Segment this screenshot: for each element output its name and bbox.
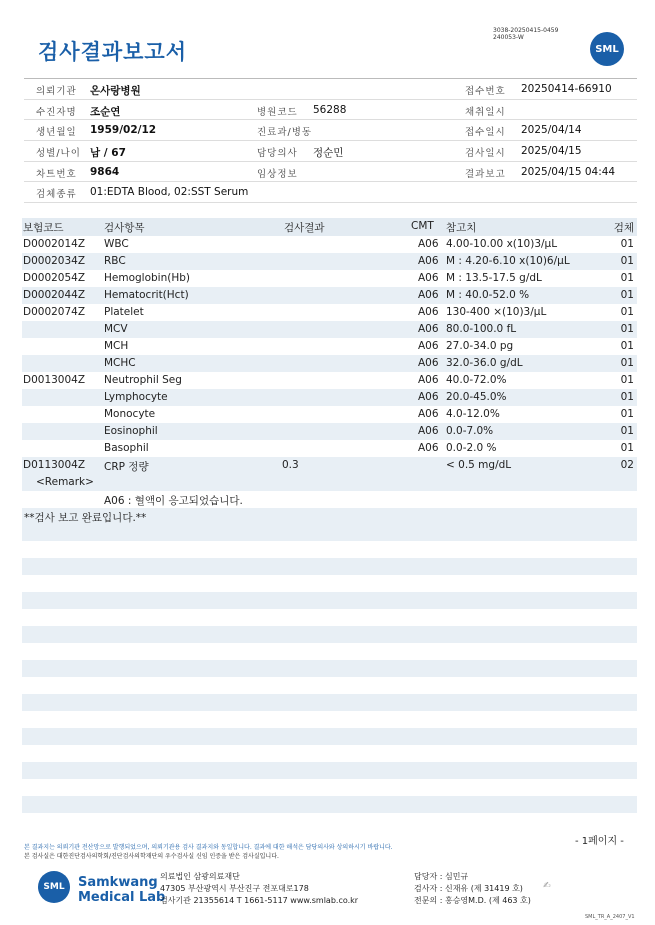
cell-ref: 130-400 ×(10)3/μL xyxy=(446,306,547,318)
cell-code: D0002054Z xyxy=(23,272,86,284)
doctor-label: 담당의사 xyxy=(257,148,298,160)
staff-line3: 전문의 : 홍승영M.D. (제 463 호) xyxy=(414,896,531,905)
empty-row xyxy=(22,626,637,643)
results-table xyxy=(22,218,637,525)
cell-item: Basophil xyxy=(104,442,149,454)
cell-ref: 0.0-2.0 % xyxy=(446,442,497,454)
cell-code: D0013004Z xyxy=(23,374,86,386)
header-spec: 검체 xyxy=(613,222,634,234)
hospital-code-label: 병원코드 xyxy=(257,106,298,118)
cell-code: D0002044Z xyxy=(23,289,86,301)
report-title: 검사결과보고서 xyxy=(38,40,188,64)
info-row xyxy=(24,100,637,121)
cell-spec: 01 xyxy=(620,238,634,250)
patient-label: 수진자명 xyxy=(36,106,77,118)
cell-code: D0002034Z xyxy=(23,255,86,267)
cell-result: 0.3 xyxy=(282,459,299,471)
cell-spec: 01 xyxy=(620,255,634,267)
cell-spec: 02 xyxy=(620,459,634,471)
cell-ref: 4.00-10.00 x(10)3/μL xyxy=(446,238,558,250)
empty-row xyxy=(22,728,637,745)
cell-cmt: A06 xyxy=(418,391,439,403)
empty-row xyxy=(22,694,637,711)
receipt-no-value: 20250414-66910 xyxy=(521,83,612,95)
cell-spec: 01 xyxy=(620,306,634,318)
hospital-code-value: 56288 xyxy=(313,103,347,116)
page-number: - 1페이지 - xyxy=(575,836,624,847)
header-item: 검사항목 xyxy=(104,222,145,234)
cell-code: D0002074Z xyxy=(23,306,86,318)
remark-text: A06 : 혈액이 응고되었습니다. xyxy=(104,495,243,507)
document-code-line1: 3038-20250415-0459 xyxy=(493,27,559,34)
sml-logo: SML xyxy=(590,32,624,66)
institution-label: 의뢰기관 xyxy=(36,86,77,97)
info-row xyxy=(24,182,637,203)
cell-ref: M : 4.20-6.10 x(10)6/μL xyxy=(446,255,570,267)
cell-cmt: A06 xyxy=(418,357,439,369)
table-row xyxy=(22,236,637,253)
cell-item: Neutrophil Seg xyxy=(104,374,182,386)
footer-sml-logo: SML xyxy=(38,871,70,903)
cell-ref: 32.0-36.0 g/dL xyxy=(446,357,523,369)
cell-ref: 20.0-45.0% xyxy=(446,391,507,403)
receipt-date-label: 접수일시 xyxy=(465,127,506,139)
sex-age-label: 성별/나이 xyxy=(36,148,81,160)
patient-value: 조순연 xyxy=(90,105,121,118)
table-row xyxy=(22,304,637,321)
company-line2: Medical Lab xyxy=(78,890,166,905)
institution-value: 온사랑병원 xyxy=(90,85,141,97)
org-line2: 47305 부산광역시 부산진구 전포대로178 xyxy=(160,884,309,893)
table-row xyxy=(22,321,637,338)
receipt-date-value: 2025/04/14 xyxy=(521,124,582,137)
cell-spec: 01 xyxy=(620,391,634,403)
table-row xyxy=(22,389,637,406)
cell-cmt: A06 xyxy=(418,408,439,420)
report-complete-text: **검사 보고 완료입니다.** xyxy=(24,512,147,524)
table-row xyxy=(22,440,637,457)
cell-cmt: A06 xyxy=(418,374,439,386)
document-code-line2: 240053-W xyxy=(493,34,524,41)
cell-item: RBC xyxy=(104,255,126,267)
cell-code: D0002014Z xyxy=(23,238,86,250)
receipt-no-label: 접수번호 xyxy=(465,86,506,97)
notice-line1: 본 결과지는 의뢰기관 전산망으로 발행되었으며, 의뢰기관용 검사 결과지와 동일합니다. 결과에 대한 해석은 담당의사와 상의하시기 바랍니다. xyxy=(24,844,393,851)
remark-label: <Remark> xyxy=(36,476,94,488)
staff-line1: 담당자 : 심민규 xyxy=(414,872,469,881)
specimen-label: 검체종류 xyxy=(36,189,77,201)
header-code: 보험코드 xyxy=(23,222,64,234)
cell-spec: 01 xyxy=(620,425,634,437)
empty-row xyxy=(22,660,637,677)
cell-ref: M : 40.0-52.0 % xyxy=(446,289,530,301)
test-date-value: 2025/04/15 xyxy=(521,145,582,158)
table-row xyxy=(22,423,637,440)
cell-cmt: A06 xyxy=(418,425,439,437)
remark-row xyxy=(22,474,637,491)
end-row xyxy=(22,508,637,525)
cell-cmt: A06 xyxy=(418,442,439,454)
header-result: 검사결과 xyxy=(284,222,325,234)
company-line1: Samkwang xyxy=(78,875,158,890)
cell-spec: 01 xyxy=(620,323,634,335)
report-value: 2025/04/15 04:44 xyxy=(521,165,616,178)
header-cmt: CMT xyxy=(411,220,434,232)
birth-value: 1959/02/12 xyxy=(90,124,157,137)
cell-item: Platelet xyxy=(104,306,144,318)
cell-item: Hemoglobin(Hb) xyxy=(104,272,191,284)
info-row xyxy=(24,162,637,183)
remark-text-row xyxy=(22,491,637,508)
cell-spec: 01 xyxy=(620,374,634,386)
table-row xyxy=(22,355,637,372)
cell-ref: 80.0-100.0 fL xyxy=(446,323,517,335)
cell-ref: 0.0-7.0% xyxy=(446,425,494,437)
footer-organization xyxy=(160,871,358,907)
cell-cmt: A06 xyxy=(418,323,439,335)
org-line1: 의료법인 삼광의료재단 xyxy=(160,872,240,881)
cell-item: Monocyte xyxy=(104,408,156,420)
table-row xyxy=(22,338,637,355)
cell-spec: 01 xyxy=(620,357,634,369)
cell-spec: 01 xyxy=(620,340,634,352)
cell-cmt: A06 xyxy=(418,272,439,284)
cell-item: MCH xyxy=(104,340,129,352)
table-row xyxy=(22,457,637,474)
empty-row xyxy=(22,592,637,609)
empty-row xyxy=(22,796,637,813)
dept-label: 진료과/병동 xyxy=(257,127,313,139)
document-code xyxy=(493,27,558,41)
clinical-label: 임상정보 xyxy=(257,168,298,180)
empty-row xyxy=(22,762,637,779)
cell-spec: 01 xyxy=(620,289,634,301)
cell-spec: 01 xyxy=(620,442,634,454)
cell-ref: < 0.5 mg/dL xyxy=(446,459,512,471)
specimen-value: 01:EDTA Blood, 02:SST Serum xyxy=(90,186,249,199)
cell-item: Hematocrit(Hct) xyxy=(104,289,189,301)
cell-ref: 40.0-72.0% xyxy=(446,374,507,386)
report-label: 결과보고 xyxy=(465,168,506,180)
form-code: SML_TR_A_2407_V1 xyxy=(585,914,635,920)
cell-ref: 27.0-34.0 pg xyxy=(446,340,514,352)
table-row xyxy=(22,253,637,270)
doctor-value: 정순민 xyxy=(313,147,344,160)
cell-item: Eosinophil xyxy=(104,425,158,437)
cell-spec: 01 xyxy=(620,272,634,284)
birth-label: 생년월일 xyxy=(36,127,77,139)
chart-value: 9864 xyxy=(90,165,120,178)
cell-item: CRP 정량 xyxy=(104,461,149,473)
header-ref: 참고치 xyxy=(446,222,477,234)
info-row xyxy=(24,120,637,141)
table-row xyxy=(22,406,637,423)
staff-line2: 검사자 : 신재유 (제 31419 호) xyxy=(414,884,523,893)
cell-cmt: A06 xyxy=(418,238,439,250)
cell-cmt: A06 xyxy=(418,255,439,267)
table-row xyxy=(22,287,637,304)
footer-staff xyxy=(414,871,531,907)
cell-cmt: A06 xyxy=(418,306,439,318)
cell-spec: 01 xyxy=(620,408,634,420)
info-row xyxy=(24,141,637,162)
cell-item: WBC xyxy=(104,238,129,250)
cell-item: Lymphocyte xyxy=(104,391,168,403)
cell-code: D0113004Z xyxy=(23,459,86,471)
empty-row xyxy=(22,524,637,541)
cell-item: MCHC xyxy=(104,357,136,369)
table-row xyxy=(22,372,637,389)
cell-ref: M : 13.5-17.5 g/dL xyxy=(446,272,542,284)
empty-table-rows xyxy=(22,524,637,830)
cell-cmt: A06 xyxy=(418,289,439,301)
chart-label: 차트번호 xyxy=(36,168,77,180)
test-date-label: 검사일시 xyxy=(465,148,506,160)
patient-info-block xyxy=(24,78,637,203)
cell-cmt: A06 xyxy=(418,340,439,352)
info-row xyxy=(24,79,637,100)
sex-age-value: 남 / 67 xyxy=(90,147,126,160)
notice-line2: 본 검사실은 대한진단검사의학회/진단검사의학재단의 우수검사실 신임 인증을 받은 검사실입니다. xyxy=(24,853,279,860)
signature-mark: ✍ xyxy=(543,881,551,891)
collection-label: 채취일시 xyxy=(465,106,506,118)
empty-row xyxy=(22,558,637,575)
cell-item: MCV xyxy=(104,323,128,335)
org-line3: 검사기관 21355614 T 1661-5117 www.smlab.co.kr xyxy=(160,896,359,905)
table-header xyxy=(22,218,637,236)
footer-company-name xyxy=(78,875,165,905)
cell-ref: 4.0-12.0% xyxy=(446,408,500,420)
table-row xyxy=(22,270,637,287)
